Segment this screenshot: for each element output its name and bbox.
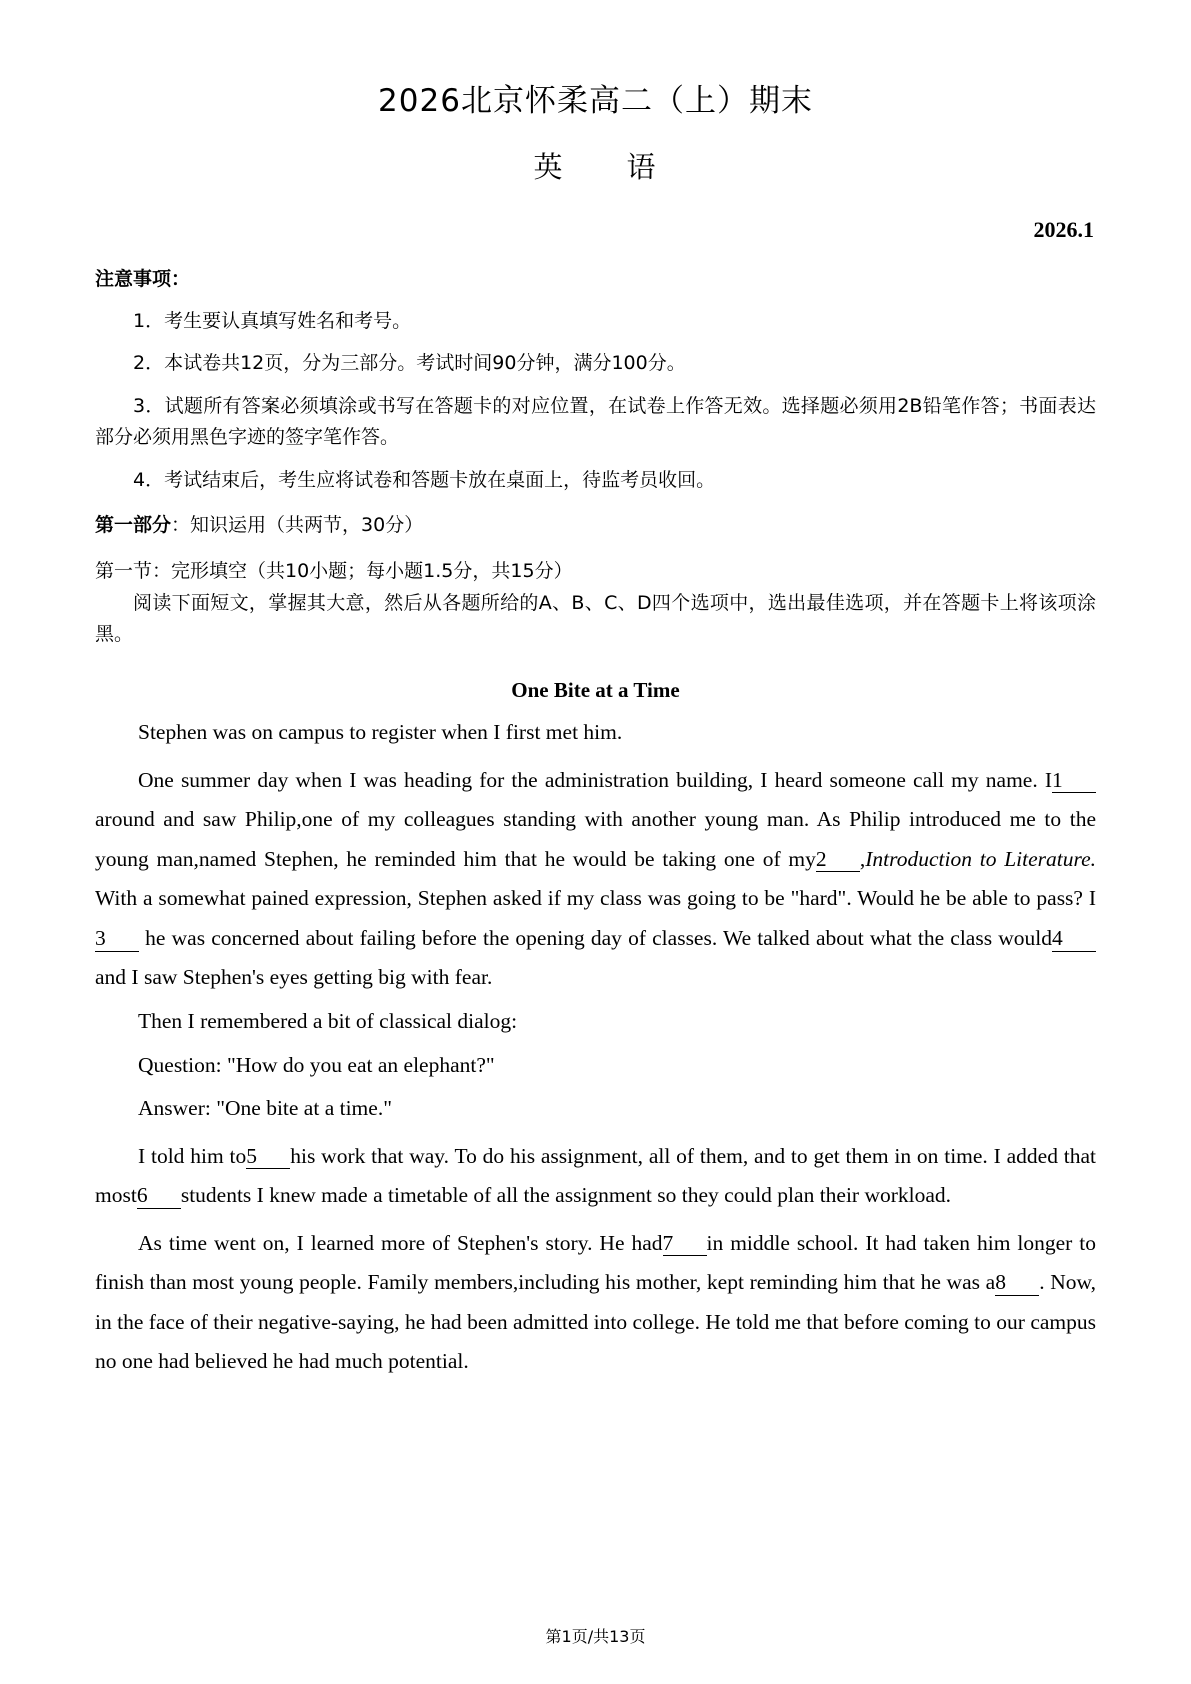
exam-title: 2026北京怀柔高二（上）期末: [378, 83, 813, 119]
passage-text-2e: he was concerned about failing before the opening day of classes. We talked about what the class would: [139, 925, 1052, 950]
part-one-heading: [95, 495, 1096, 540]
book-title-introduction-to-literature: Introduction to Literature.: [865, 846, 1096, 871]
cloze-blank-2[interactable]: 2: [816, 848, 860, 873]
page-footer: 第1页/共13页: [545, 1626, 646, 1646]
passage-dialog-question: Question: "How do you eat an elephant?": [138, 1052, 495, 1077]
passage-text-2c: ,: [859, 846, 866, 871]
passage-paragraph-2: [95, 753, 1096, 998]
cloze-blank-6[interactable]: 6: [137, 1184, 181, 1209]
passage-text-2a: One summer day when I was heading for the administration building, I heard someone call my name. I: [138, 767, 1052, 792]
cloze-blank-3[interactable]: 3: [95, 927, 139, 952]
part-one-title: ：知识运用（共两节，30分）: [171, 514, 424, 537]
passage-dialog-answer: Answer: "One bite at a time.": [138, 1096, 392, 1121]
passage-text-7a: As time went on, I learned more of Stephen's story. He had: [138, 1230, 663, 1255]
cloze-blank-1[interactable]: 1: [1052, 769, 1096, 794]
passage-text-2b: around and saw Philip,one of my colleagues standing with another young man. As Philip introduced me to the young man,named Stephen, he reminded him that he would be taking one of my: [95, 807, 1096, 871]
passage-text-2d: With a somewhat pained expression, Stephen asked if my class was going to be "hard". Would he be able to pass? I: [95, 886, 1096, 911]
notice-item-1: 1．考生要认真填写姓名和考号。: [133, 309, 412, 332]
passage-title: One Bite at a Time: [511, 677, 680, 702]
passage-text-7c: . Now, in the face of their negative-saying, he had been admitted into college. He told me that before coming to our campus no one had believed he had much potential.: [95, 1270, 1096, 1374]
cloze-blank-8[interactable]: 8: [995, 1271, 1039, 1296]
notice-item-3: 3．试题所有答案必须填涂或书写在答题卡的对应位置，在试卷上作答无效。选择题必须用2B铅笔作答；书面表达部分必须用黑色字迹的签字笔作答。: [95, 395, 1096, 448]
passage-text-6b: his work that way. To do his assignment, all of them, and to get them in on time. I added that most: [95, 1143, 1097, 1208]
passage-paragraph-7: [95, 1216, 1096, 1382]
cloze-blank-5[interactable]: 5: [246, 1145, 290, 1170]
notice-heading: 注意事项：: [95, 268, 191, 290]
subject-title: 英 语: [533, 149, 658, 184]
notice-item-2: 2．本试卷共12页，分为三部分。考试时间90分钟，满分100分。: [133, 352, 686, 375]
passage-text-7b: in middle school. It had taken him longer to finish than most young people. Family members,including his mother, kept reminding him that he was a: [95, 1230, 1096, 1295]
passage-paragraph-6: [95, 1129, 1096, 1216]
section-one-heading: 第一节：完形填空（共10小题；每小题1.5分，共15分）: [95, 559, 573, 582]
cloze-blank-4[interactable]: 4: [1052, 927, 1096, 952]
passage-text-2f: and I saw Stephen's eyes getting big with fear.: [95, 965, 493, 990]
passage-text-6c: students I knew made a timetable of all the assignment so they could plan their workload.: [180, 1183, 952, 1208]
passage-paragraph-1: Stephen was on campus to register when I first met him.: [138, 720, 623, 745]
cloze-blank-7[interactable]: 7: [663, 1232, 707, 1257]
exam-date: 2026.1: [1033, 217, 1094, 242]
notice-item-4: 4．考试结束后，考生应将试卷和答题卡放在桌面上，待监考员收回。: [133, 468, 716, 491]
part-one-label: 第一部分: [95, 514, 172, 537]
passage-paragraph-3: Then I remembered a bit of classical dialog:: [138, 1008, 518, 1033]
section-one-instruction: 阅读下面短文，掌握其大意，然后从各题所给的A、B、C、D四个选项中，选出最佳选项，并在答题卡上将该项涂黑。: [95, 592, 1096, 645]
passage-text-6a: I told him to: [138, 1143, 247, 1168]
